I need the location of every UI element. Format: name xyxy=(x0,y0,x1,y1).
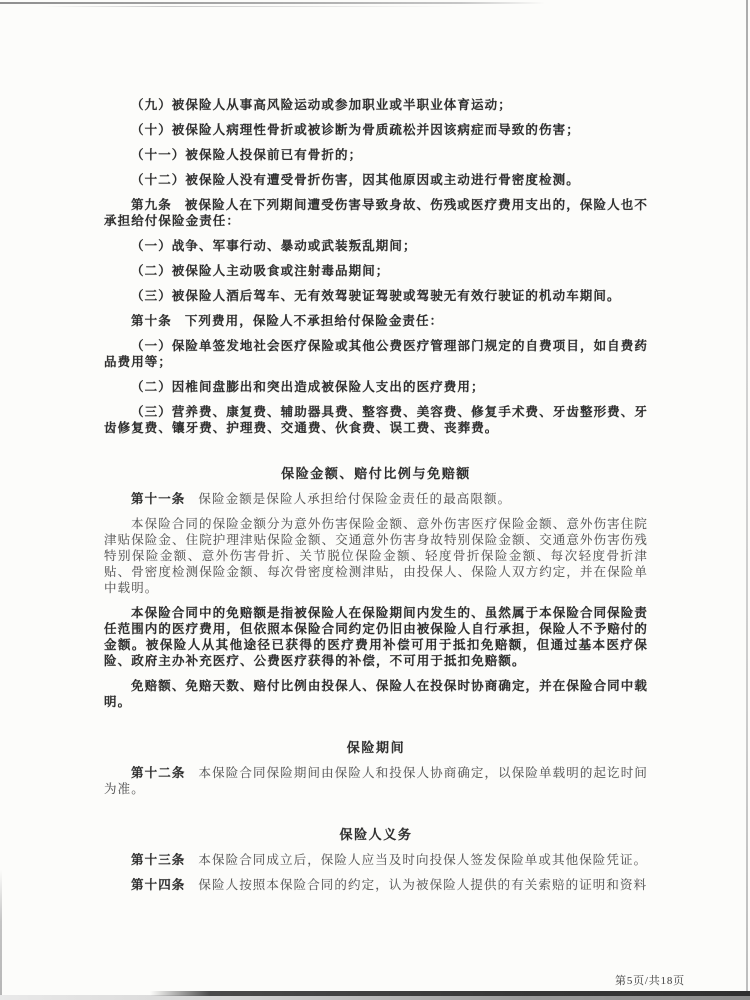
clause-text: 下列费用，保险人不承担给付保险金责任： xyxy=(184,314,444,328)
clause-article-13 xyxy=(104,852,648,868)
exclusion-item-9: （九）被保险人从事高风险运动或参加职业或半职业体育运动； xyxy=(131,98,512,112)
deductible-definition-paragraph: 本保险合同中的免赔额是指被保险人在保险期间内发生的、虽然属于本保险合同保险责任范围内的医疗费用，但依照本保险合同约定仍旧由被保险人自行承担，保险人不予赔付的金额。被保险人从其他途径已获得的医疗费用补偿可用于抵扣免赔额，但通过基本医疗保险、政府主办补充医疗、公费医疗获得的补偿，不可用于抵扣免赔额。 xyxy=(104,606,649,668)
section-heading-insurance-period: 保险期间 xyxy=(346,740,406,755)
scan-artifact-top-edge xyxy=(0,2,562,4)
sum-insured-paragraph: 本保险合同的保险金额分为意外伤害保险金额、意外伤害医疗保险金额、意外伤害住院津贴保险金、住院护理津贴保险金额、交通意外伤害身故特别保险金额、交通意外伤害伤残特别保险金额、意外伤害骨折、关节脱位保险金额、轻度骨折保险金额、每次轻度骨折津贴、骨密度检测保险金额、每次骨密度检测津贴，由投保人、保险人双方约定，并在保险单中载明。 xyxy=(104,517,649,595)
clause-number: 第十二条 xyxy=(131,766,186,780)
article-9-item-3: （三）被保险人酒后驾车、无有效驾驶证驾驶或驾驶无有效行驶证的机动车期间。 xyxy=(131,289,621,303)
article-10-item-2: （二）因椎间盘膨出和突出造成被保险人支出的医疗费用； xyxy=(131,380,485,394)
clause-article-9 xyxy=(104,197,648,229)
page-number: 第5页/共18页 xyxy=(615,975,685,987)
clause-text: 保险金额是保险人承担给付保险金责任的最高限额。 xyxy=(198,492,512,506)
section-heading-insurer-obligations: 保险人义务 xyxy=(339,827,413,842)
article-10-item-3: （三）营养费、康复费、辅助器具费、整容费、美容费、修复手术费、牙齿整形费、牙齿修复费、镶牙费、护理费、交通费、伙食费、误工费、丧葬费。 xyxy=(104,405,648,435)
article-9-item-1: （一）战争、军事行动、暴动或武装叛乱期间； xyxy=(131,239,417,253)
clause-number: 第十条 xyxy=(131,314,172,328)
scan-artifact-left-edge xyxy=(0,870,2,1000)
clause-number: 第十三条 xyxy=(131,853,186,867)
clause-text: 本保险合同成立后，保险人应当及时向投保人签发保险单或其他保险凭证。 xyxy=(198,853,648,867)
clause-text: 被保险人在下列期间遭受伤害导致身故、伤残或医疗费用支出的，保险人也不承担给付保险金责任： xyxy=(104,198,648,228)
clause-number: 第九条 xyxy=(131,198,172,212)
clause-article-12 xyxy=(104,765,648,797)
clause-text: 本保险合同保险期间由保险人和投保人协商确定，以保险单载明的起讫时间为准。 xyxy=(104,766,648,796)
clause-article-14 xyxy=(104,877,648,893)
clause-article-11 xyxy=(104,491,648,507)
article-10-item-1: （一）保险单签发地社会医疗保险或其他公费医疗管理部门规定的自费项目，如自费药品费用等； xyxy=(104,339,648,369)
clause-number: 第十四条 xyxy=(131,878,186,892)
section-heading-sum-insured: 保险金额、赔付比例与免赔额 xyxy=(281,466,471,481)
exclusion-item-12: （十二）被保险人没有遭受骨折伤害，因其他原因或主动进行骨密度检测。 xyxy=(131,173,580,187)
article-9-item-2: （二）被保险人主动吸食或注射毒品期间； xyxy=(131,264,390,278)
exclusion-item-10: （十）被保险人病理性骨折或被诊断为骨质疏松并因该病症而导致的伤害； xyxy=(131,123,580,137)
scan-artifact-bottom-edge xyxy=(150,991,750,996)
clause-number: 第十一条 xyxy=(131,492,186,506)
exclusion-item-11: （十一）被保险人投保前已有骨折的； xyxy=(131,148,363,162)
clause-text: 保险人按照本保险合同的约定，认为被保险人提供的有关索赔的证明和资料 xyxy=(198,878,648,892)
scan-artifact-top-edge-2 xyxy=(40,6,460,7)
deductible-agreement-paragraph: 免赔额、免赔天数、赔付比例由投保人、保险人在投保时协商确定，并在保险合同中载明。 xyxy=(104,679,648,709)
scan-artifact-right-edge xyxy=(746,0,748,1000)
document-body xyxy=(104,97,648,893)
clause-article-10 xyxy=(104,313,648,329)
